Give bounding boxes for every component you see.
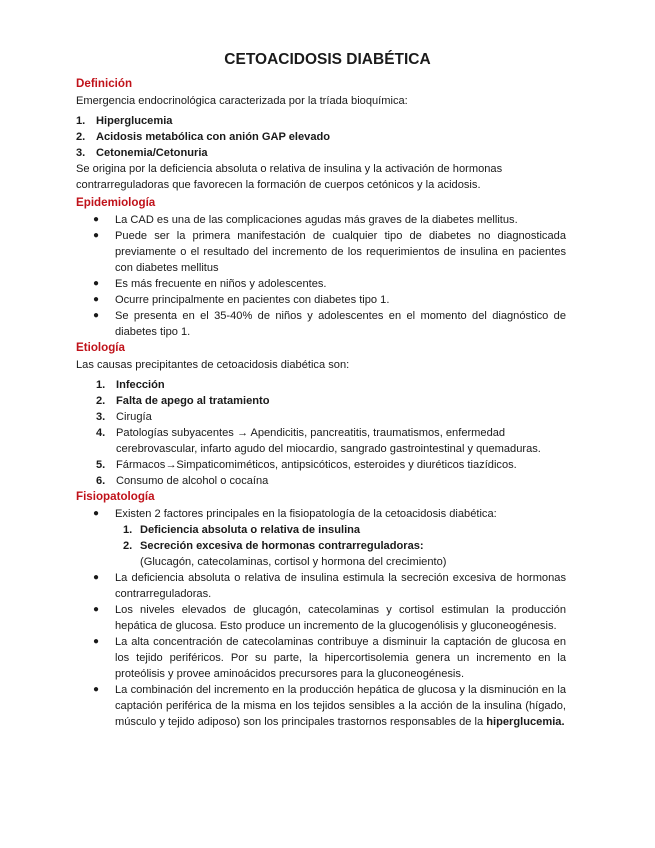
bullet-icon: ●	[93, 230, 100, 241]
list-item: 2. Acidosis metabólica con anión GAP elevado	[76, 131, 331, 143]
list-item: 2. Falta de apego al tratamiento	[96, 395, 270, 407]
page-title: CETOACIDOSIS DIABÉTICA	[224, 51, 431, 68]
list-item: ● Existen 2 factores principales en la fisiopatología de la cetoacidosis diabética: 1. Deficiencia absoluta o relativa de insulina 2. Secreción excesiva de hormonas contrarreguladoras: (Glucagón, catecolaminas, cortisol y hormona del crecimiento)	[76, 506, 566, 570]
list-item: 3. Cetonemia/Cetonuria	[76, 147, 208, 159]
triad-list	[76, 113, 566, 161]
heading-etiologia: Etiología	[76, 341, 125, 354]
bullet-icon: ●	[93, 684, 100, 695]
etiologia-intro: Las causas precipitantes de cetoacidosis diabética son:	[76, 359, 350, 371]
list-item: 5. Fármacos→Simpaticomiméticos, antipsicóticos, esteroides y diuréticos tiazídicos.	[96, 459, 517, 471]
bullet-icon: ●	[93, 310, 100, 321]
heading-definicion: Definición	[76, 77, 133, 90]
list-item: ● La CAD es una de las complicaciones agudas más graves de la diabetes mellitus.	[93, 214, 518, 226]
list-item: ● Es más frecuente en niños y adolescentes.	[93, 278, 327, 290]
bullet-icon: ●	[93, 572, 100, 583]
list-item: ● Ocurre principalmente en pacientes con diabetes tipo 1.	[93, 294, 390, 306]
list-item: 1. Infección	[96, 379, 165, 391]
list-item: 3. Cirugía	[96, 411, 152, 423]
definicion-intro: Emergencia endocrinológica caracterizada por la tríada bioquímica:	[76, 95, 408, 107]
definicion-paragraph: Se origina por la deficiencia absoluta o relativa de insulina y la activación de hormonas contrarreguladoras que favorecen la formación de cuerpos cetónicos y la acidosis.	[76, 163, 503, 191]
etiologia-list	[76, 377, 566, 489]
heading-epidemiologia: Epidemiología	[76, 196, 156, 209]
factors-list	[115, 522, 566, 554]
list-item: 1. Hiperglucemia	[76, 115, 173, 127]
bullet-icon: ●	[93, 508, 100, 519]
fisiopatologia-list	[76, 506, 566, 730]
heading-fisiopatologia: Fisiopatología	[76, 490, 155, 503]
bullet-icon: ●	[93, 604, 100, 615]
factors-note: (Glucagón, catecolaminas, cortisol y hormona del crecimiento)	[140, 556, 447, 568]
list-item: ● Se presenta en el 35-40% de niños y adolescentes en el momento del diagnóstico de diabetes tipo 1.	[93, 310, 566, 338]
bullet-icon: ●	[93, 278, 100, 289]
list-item: ● La deficiencia absoluta o relativa de insulina estimula la secreción excesiva de hormonas contrarreguladoras.	[93, 572, 566, 600]
list-item: ● La combinación del incremento en la producción hepática de glucosa y la disminución en la captación periférica de la misma en los tejidos sensibles a la acción de la insulina (hígado, músculo y tejido adiposo) son los principales trastornos responsables de la hiperglucemia.	[93, 684, 566, 728]
list-item: ● Puede ser la primera manifestación de cualquier tipo de diabetes no diagnosticada previamente o el resultado del incremento de los requerimientos de insulina en pacientes con diabetes mellitus	[93, 230, 566, 274]
list-item: 4. Patologías subyacentes → Apendicitis, pancreatitis, traumatismos, enfermedad cerebrovascular, infarto agudo del miocardio, sangrado gastrointestinal y quemaduras.	[96, 427, 541, 455]
list-item: 2. Secreción excesiva de hormonas contrarreguladoras:	[123, 540, 424, 552]
document-body	[76, 76, 566, 730]
epidemiologia-list	[76, 212, 566, 340]
bullet-icon: ●	[93, 214, 100, 225]
bullet-icon: ●	[93, 636, 100, 647]
list-item: ● La alta concentración de catecolaminas contribuye a disminuir la captación de glucosa en los tejido periféricos. Por su parte, la hipercortisolemia genera un incremento en la proteólisis y provee aminoácidos precursores para la gluconeogénesis.	[93, 636, 566, 680]
bullet-icon: ●	[93, 294, 100, 305]
list-item: 6. Consumo de alcohol o cocaína	[96, 475, 269, 487]
list-item: ● Los niveles elevados de glucagón, catecolaminas y cortisol estimulan la producción hepática de glucosa. Esto produce un incremento de la glucogenólisis y gluconeogénesis.	[93, 604, 566, 632]
list-item: 1. Deficiencia absoluta o relativa de insulina	[123, 524, 361, 536]
